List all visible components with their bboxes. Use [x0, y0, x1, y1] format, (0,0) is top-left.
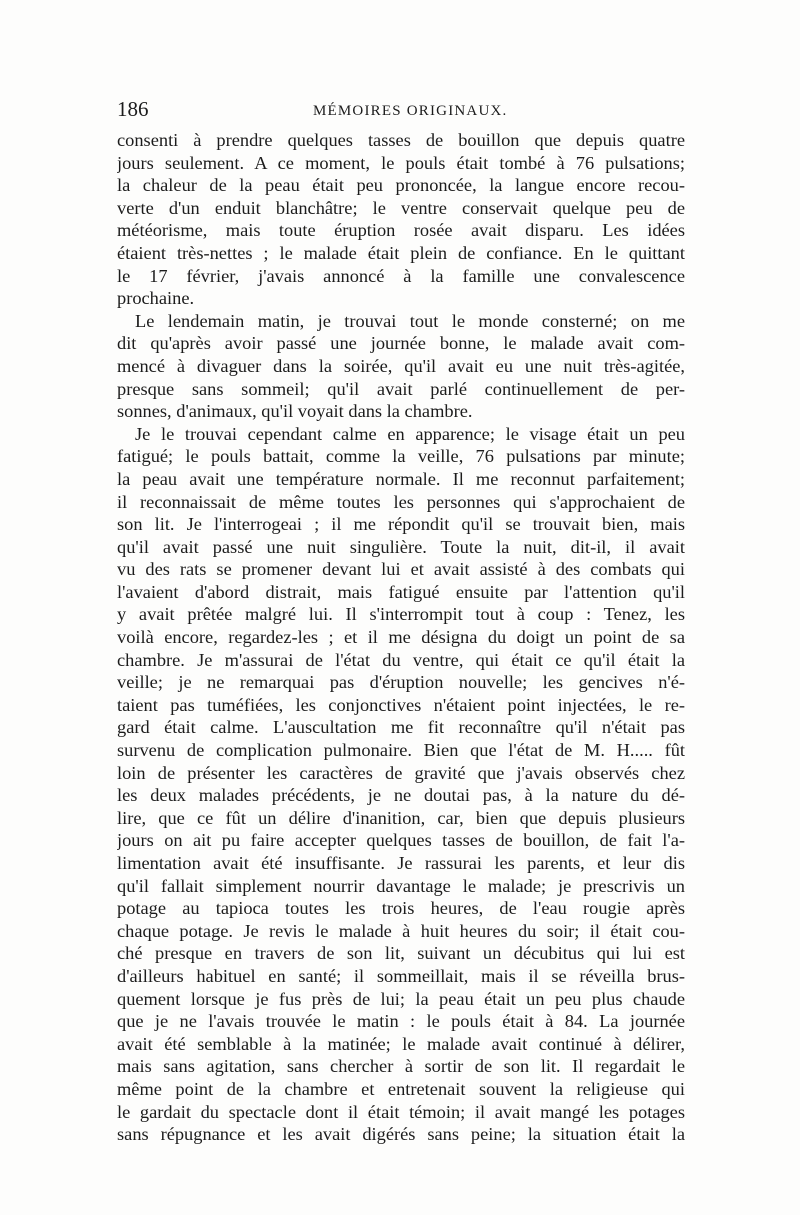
text-line: que je ne l'avais trouvée le matin : le pouls était à 84. La journée — [117, 1011, 685, 1032]
text-line: survenu de complication pulmonaire. Bien que l'état de M. H..... fût — [117, 740, 685, 761]
text-line: même point de la chambre et entretenait souvent la religieuse qui — [117, 1078, 685, 1099]
text-line: météorisme, mais toute éruption rosée avait disparu. Les idées — [117, 220, 685, 241]
text-line: verte d'un enduit blanchâtre; le ventre conservait quelque peu de — [117, 197, 685, 218]
text-line: fatigué; le pouls battait, comme la veille, 76 pulsations par minute; — [117, 446, 685, 467]
text-line: la chaleur de la peau était peu prononcée, la langue encore recou- — [117, 175, 685, 196]
page-number: 186 — [117, 97, 149, 121]
text-line: Je le trouvai cependant calme en apparence; le visage était un peu — [135, 423, 685, 444]
text-line: mencé à divaguer dans la soirée, qu'il avait eu une nuit très-agitée, — [117, 355, 685, 376]
text-line: jours seulement. A ce moment, le pouls était tombé à 76 pulsations; — [117, 152, 685, 173]
text-line: quement lorsque je fus près de lui; la peau était un peu plus chaude — [117, 988, 685, 1009]
page-header — [117, 96, 685, 126]
text-line: prochaine. — [117, 288, 195, 309]
text-line: limentation avait été insuffisante. Je rassurai les parents, et leur dis — [117, 853, 685, 873]
text-line: chambre. Je m'assurai de l'état du ventre, qui était ce qu'il était la — [117, 649, 685, 670]
text-line: loin de présenter les caractères de gravité que j'avais observés chez — [117, 762, 685, 783]
text-line: étaient très-nettes ; le malade était plein de confiance. En le quittant — [117, 242, 685, 263]
text-line: le 17 février, j'avais annoncé à la famille une convalescence — [117, 265, 685, 286]
text-line: taient pas tuméfiées, les conjonctives n'étaient point injectées, le re- — [117, 694, 685, 715]
text-line: Le lendemain matin, je trouvai tout le monde consterné; on me — [135, 310, 685, 331]
text-line: consenti à prendre quelques tasses de bouillon que depuis quatre — [117, 130, 685, 150]
text-line: veille; je ne remarquai pas d'éruption nouvelle; les gencives n'é- — [117, 672, 685, 693]
text-line: voilà encore, regardez-les ; et il me désigna du doigt un point de sa — [117, 627, 685, 648]
text-line: vu des rats se promener devant lui et avait assisté à des combats qui — [117, 559, 685, 580]
text-line: dit qu'après avoir passé une journée bonne, le malade avait com- — [117, 333, 685, 354]
text-line: les deux malades précédents, je ne doutai pas, à la nature du dé- — [117, 785, 685, 806]
text-line: sonnes, d'animaux, qu'il voyait dans la chambre. — [117, 401, 473, 422]
text-line: son lit. Je l'interrogeai ; il me répondit qu'il se trouvait bien, mais — [117, 514, 685, 535]
text-line: gard était calme. L'auscultation me fit reconnaître qu'il n'était pas — [117, 717, 685, 738]
body-text — [117, 129, 685, 1146]
text-line: d'ailleurs habituel en santé; il sommeillait, mais il se réveilla brus- — [117, 965, 685, 986]
text-line: le gardait du spectacle dont il était témoin; il avait mangé les potages — [117, 1101, 685, 1122]
text-line: la peau avait une température normale. Il me reconnut parfaitement; — [117, 468, 685, 489]
text-line: presque sans sommeil; qu'il avait parlé continuellement de per- — [117, 378, 685, 399]
text-line: avait été semblable à la matinée; le malade avait continué à délirer, — [117, 1033, 685, 1054]
text-line: potage au tapioca toutes les trois heures, de l'eau rougie après — [117, 898, 685, 919]
text-line: qu'il avait passé une nuit singulière. Toute la nuit, dit-il, il avait — [117, 536, 685, 557]
text-line: il reconnaissait de même toutes les personnes qui s'approchaient de — [117, 491, 685, 512]
text-line: y avait prêtée malgré lui. Il s'interrompit tout à coup : Tenez, les — [117, 604, 685, 625]
text-line: chaque potage. Je revis le malade à huit heures du soir; il était cou- — [117, 920, 685, 941]
text-line: sans répugnance et les avait digérés sans peine; la situation était la — [117, 1124, 685, 1145]
text-line: l'avaient d'abord distrait, mais fatigué ensuite par l'attention qu'il — [117, 581, 685, 602]
text-line: mais sans agitation, sans chercher à sortir de son lit. Il regardait le — [117, 1056, 685, 1077]
running-head: MÉMOIRES ORIGINAUX. — [313, 103, 508, 119]
text-line: jours on ait pu faire accepter quelques tasses de bouillon, de fait l'a- — [117, 830, 685, 851]
text-line: ché presque en travers de son lit, suivant un décubitus qui lui est — [117, 943, 685, 964]
text-line: qu'il fallait simplement nourrir davantage le malade; je prescrivis un — [117, 875, 685, 896]
text-line: lire, que ce fût un délire d'inanition, car, bien que depuis plusieurs — [117, 807, 685, 828]
